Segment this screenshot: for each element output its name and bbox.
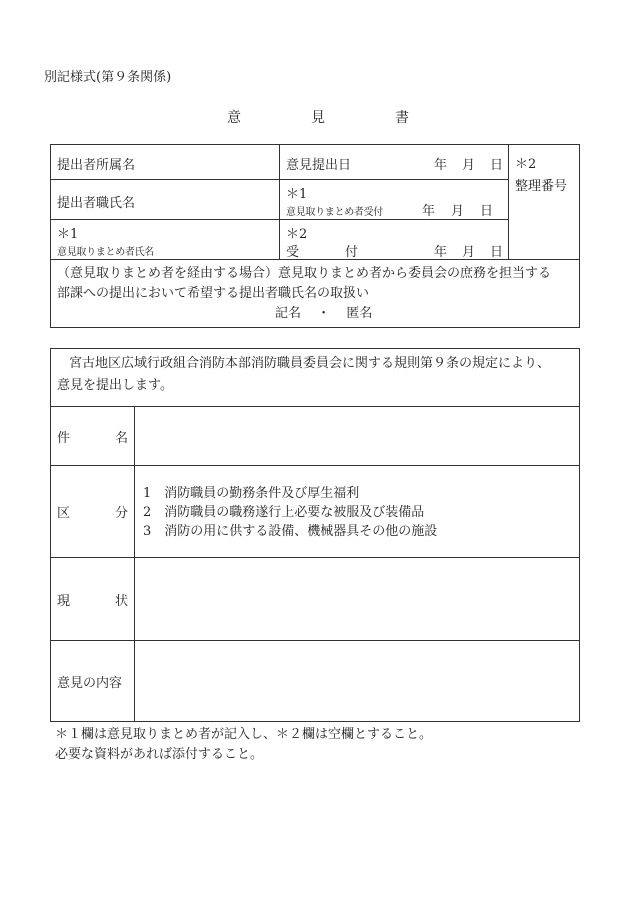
option-anonymous[interactable]: 匿名 (346, 306, 373, 321)
acceptance-cell[interactable] (280, 220, 509, 260)
category-options-cell[interactable] (135, 466, 580, 558)
current-status-label-char2: 状 (114, 593, 128, 609)
seiri-number-label: 整理番号 (515, 179, 568, 194)
intro-line1: 宮古地区広域行政組合消防本部消防職員委員会に関する規則第９条の規定により、 (69, 356, 551, 371)
current-status-input-cell[interactable] (135, 558, 580, 641)
footnote-1: ＊１欄は意見取りまとめ者が記入し、＊２欄は空欄とすること。 (55, 727, 433, 742)
acceptance-day-label: 日 (490, 245, 504, 260)
submitter-name-label: 提出者職氏名 (57, 196, 136, 211)
subject-input-cell[interactable] (135, 407, 580, 466)
category-option-2[interactable]: 2 消防職員の職務遂行上必要な被服及び装備品 (143, 505, 425, 520)
title-char-1: 意 (227, 110, 241, 126)
subject-label-char2: 名 (114, 430, 128, 446)
title-char-3: 書 (395, 110, 409, 126)
receipt-day-label: 日 (480, 204, 494, 219)
seiri-star-mark: ＊2 (515, 157, 537, 172)
option-named[interactable]: 記名 (275, 306, 302, 321)
opinion-table (50, 348, 580, 722)
receipt-month-label: 月 (451, 204, 465, 219)
receipt-date-cell[interactable] (280, 180, 509, 220)
opinion-content-label: 意見の内容 (57, 675, 123, 691)
category-option-3[interactable]: 3 消防の用に供する設備、機械器具その他の施設 (143, 524, 438, 539)
name-handling-note-line1: （意見取りまとめ者を経由する場合）意見取りまとめ者から委員会の庶務を担当する (57, 266, 552, 281)
document-title (0, 107, 630, 127)
form-reference: 別記様式(第９条関係) (44, 70, 172, 85)
submitter-info-table (50, 144, 580, 328)
option-separator: ・ (317, 306, 331, 321)
category-label-char1: 区 (57, 506, 71, 521)
receipt-label: 意見取りまとめ者受付 (286, 207, 383, 218)
day-label: 日 (490, 158, 504, 173)
collector-star-mark: ＊1 (57, 227, 79, 242)
collector-name-label: 意見取りまとめ者氏名 (57, 247, 154, 258)
year-label: 年 (434, 158, 448, 173)
intro-cell (51, 349, 580, 407)
footnote-2: 必要な資料があれば添付すること。 (55, 747, 264, 762)
submit-date-label: 意見提出日 (286, 158, 352, 173)
name-handling-options (57, 304, 573, 324)
current-status-label-char1: 現 (57, 593, 71, 609)
subject-label-char1: 件 (57, 430, 71, 446)
submitter-name-cell[interactable] (51, 180, 280, 220)
category-option-1[interactable]: 1 消防職員の勤務条件及び厚生福利 (143, 486, 360, 501)
intro-line2: 意見を提出します。 (57, 378, 173, 393)
submit-date-cell[interactable] (280, 145, 509, 180)
month-label: 月 (462, 158, 476, 173)
receipt-year-label: 年 (422, 204, 436, 219)
current-status-label-cell (51, 558, 135, 641)
acceptance-star-mark: ＊2 (286, 227, 308, 242)
collector-name-cell[interactable] (51, 220, 280, 260)
receipt-star-mark: ＊1 (286, 187, 308, 202)
tsuke-label: 付 (345, 245, 359, 260)
subject-label-cell (51, 407, 135, 466)
affiliation-cell[interactable] (51, 145, 280, 180)
opinion-content-label-cell (51, 641, 135, 722)
opinion-content-input-cell[interactable] (135, 641, 580, 722)
title-char-2: 見 (311, 110, 325, 126)
acceptance-year-label: 年 (434, 245, 448, 260)
category-label-char2: 分 (114, 506, 128, 521)
category-label-cell (51, 466, 135, 558)
name-handling-cell[interactable] (51, 260, 580, 328)
category-options-list (143, 484, 437, 541)
affiliation-label: 提出者所属名 (57, 158, 136, 173)
uke-label: 受 (286, 245, 300, 260)
seiri-number-cell[interactable] (509, 145, 580, 260)
name-handling-note-line2: 部課への提出において希望する提出者職氏名の取扱い (57, 286, 370, 301)
acceptance-month-label: 月 (462, 245, 476, 260)
